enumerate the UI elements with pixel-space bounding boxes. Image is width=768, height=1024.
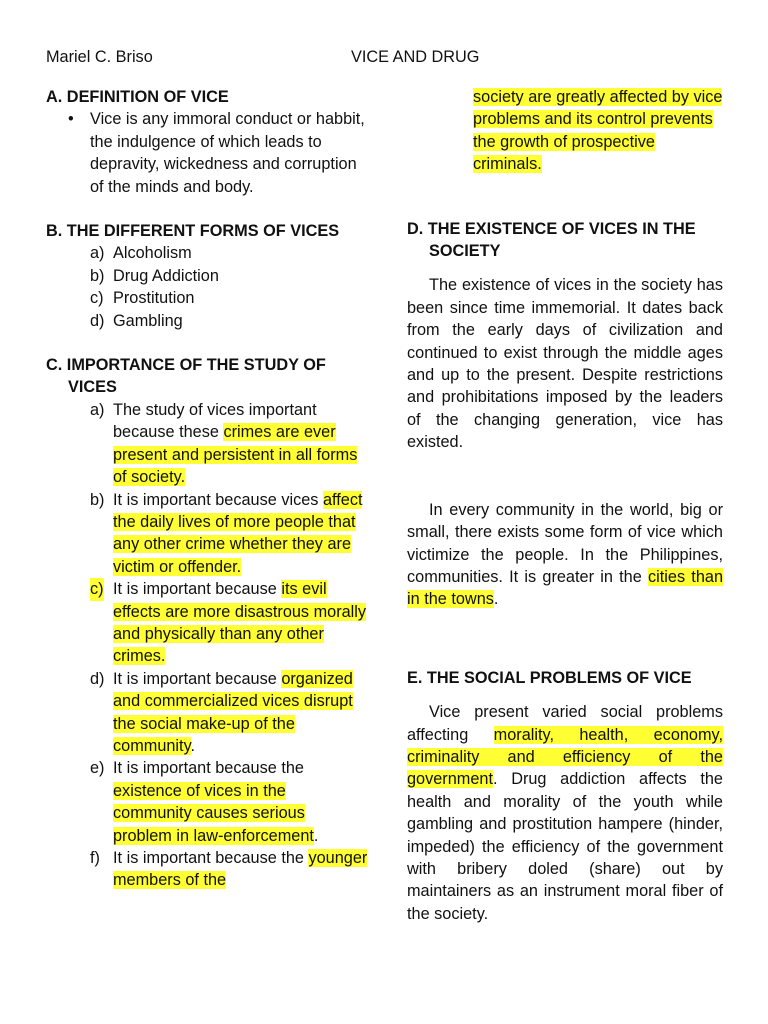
highlight: society are greatly affected by vice problems and its control prevents the growth of prospective criminals. [473, 88, 723, 174]
list-item: d) It is important because organized and commercialized vices disrupt the social make-up of the community. [90, 669, 353, 755]
list-item [46, 287, 368, 309]
left-column [46, 86, 368, 892]
highlight: organized and commercialized vices disrupt the social make-up of the community [113, 669, 353, 755]
list-text: Gambling [113, 311, 183, 330]
list-marker: b) [90, 266, 105, 285]
list-item-continuation [406, 86, 723, 176]
highlight: younger members of the [113, 849, 368, 890]
highlight: cities than in the towns [407, 567, 723, 609]
list-text: Alcoholism [113, 244, 192, 263]
section-e-heading: E. THE SOCIAL PROBLEMS OF VICE [407, 668, 692, 687]
list-marker: e) [90, 759, 105, 778]
list-item: a) The study of vices important because these crimes are ever present and persistent in all forms of society. [90, 400, 358, 487]
list-item: • Vice is any immoral conduct or habbit, the indulgence of which leads to depravity, wickedness and corruption of the minds and body. [46, 108, 368, 198]
list-item: b) It is important because vices affect the daily lives of more people that any other crime whether they are victim or offender. [90, 490, 363, 576]
list-marker: a) [90, 244, 105, 263]
list-marker: c) [90, 289, 104, 308]
section-c-heading: C. IMPORTANCE OF THE STUDY OF VICES [46, 356, 326, 397]
author-name: Mariel C. Briso [46, 48, 153, 66]
section-b-list [46, 242, 368, 332]
section-d-paragraph-2: In every community in the world, big or small, there exists some form of vice which victimize the people. In the Philippines, communities. It is greater in the cities than in the towns. [407, 500, 723, 609]
list-item [46, 265, 368, 287]
section-e-paragraph: Vice present varied social problems affecting morality, health, economy, criminality and efficiency of the government. Drug addiction affects the health and morality of the youth while gambling and prostitution hampere (hinder, impeded) the efficiency of the government with bribery doled (share) out by maintainers as an instrument moral fiber of the society. [407, 703, 724, 923]
document-title: VICE AND DRUG [351, 48, 480, 66]
list-marker: f) [90, 849, 100, 867]
list-text: Drug Addiction [113, 266, 219, 285]
highlight: morality, health, economy, criminality and efficiency of the government [407, 725, 724, 789]
list-marker: d) [90, 669, 105, 688]
right-column [407, 86, 723, 925]
highlight: existence of vices in the community causes serious problem in law-enforcement [113, 781, 314, 845]
list-item: f) It is important because the younger members of the [90, 849, 368, 890]
list-item [46, 242, 368, 264]
list-item [46, 310, 368, 332]
highlight: crimes are ever present and persistent in all forms of society. [113, 423, 358, 487]
highlight: its evil effects are more disastrous morally and physically than any other crimes. [113, 580, 367, 666]
list-marker: a) [90, 400, 105, 419]
list-item: c) It is important because its evil effects are more disastrous morally and physically than any other crimes. [90, 580, 367, 666]
highlight: affect the daily lives of more people that any other crime whether they are victim or offender. [113, 490, 363, 576]
list-text: Prostitution [113, 289, 195, 308]
section-d-heading: D. THE EXISTENCE OF VICES IN THE SOCIETY [407, 219, 696, 261]
section-d-paragraph-1: The existence of vices in the society has been since time immemorial. It dates back from the early days of civilization and continued to exist through the middle ages and up to the present. Despite restrictions and prohibitations imposed by the leaders of the changing generation, vice has existed. [407, 276, 723, 452]
list-item: e) It is important because the existence of vices in the community causes serious problem in law-enforcement. [90, 759, 319, 845]
list-marker: b) [90, 490, 105, 509]
section-a-list [46, 108, 368, 198]
list-marker: d) [90, 311, 105, 330]
section-b-heading: B. THE DIFFERENT FORMS OF VICES [46, 222, 340, 241]
list-marker: c) [90, 578, 104, 600]
section-c-list [46, 399, 368, 892]
section-a-heading: A. DEFINITION OF VICE [46, 88, 229, 106]
